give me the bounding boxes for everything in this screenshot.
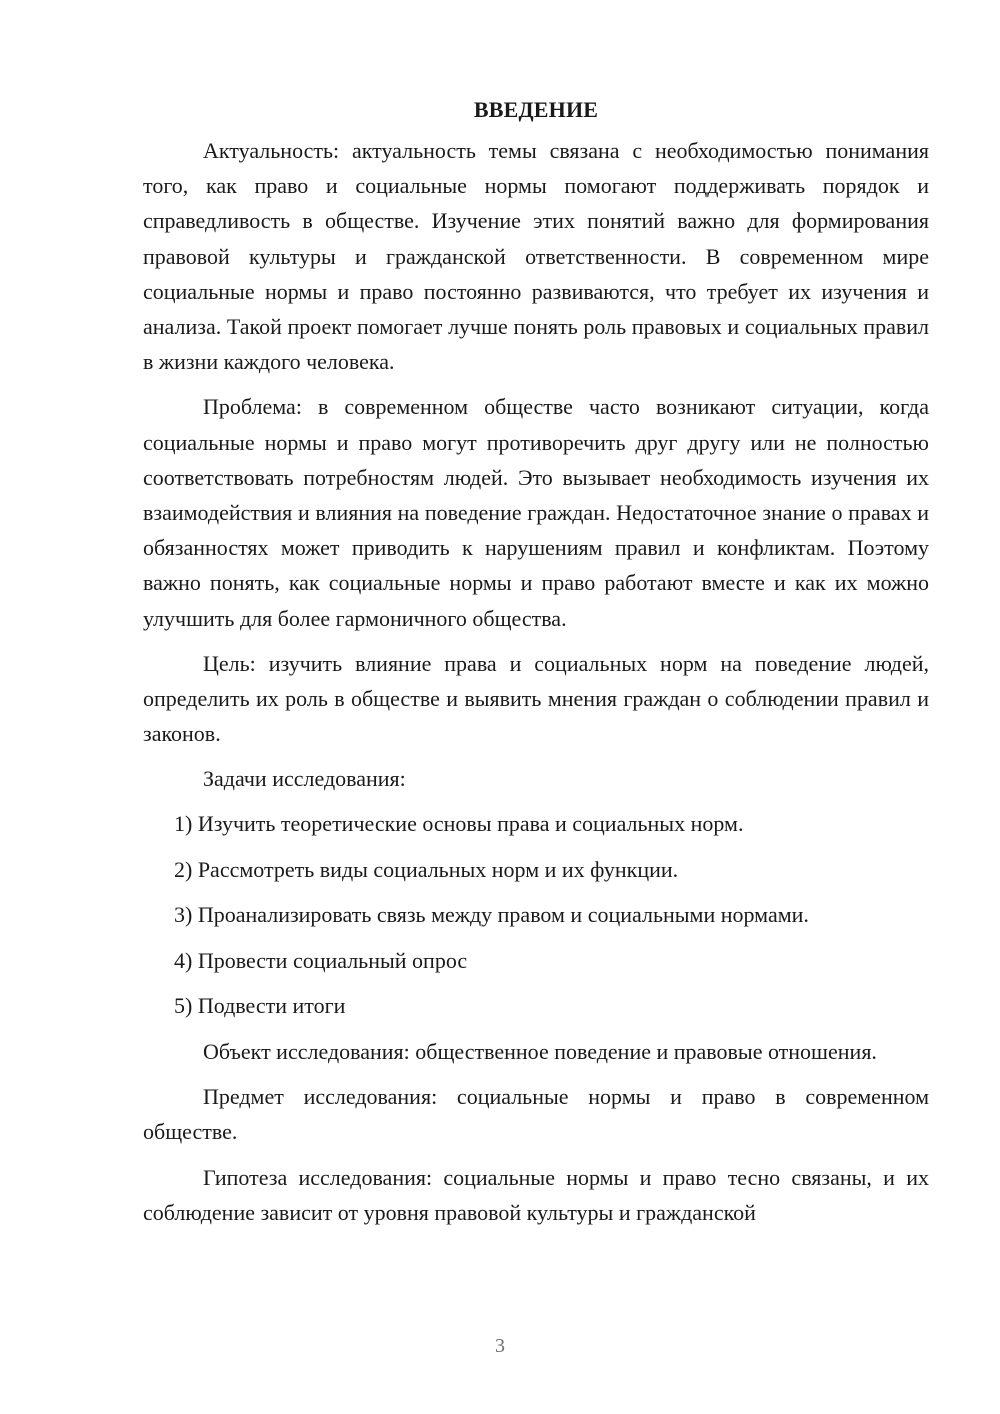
problem-paragraph: Проблема: в современном обществе часто возникают ситуации, когда социальные нормы и право могут противоречить друг другу или не полностью соответствовать потребностям людей. Это вызывает необходимость изучения их взаимодействия и влияния на поведение граждан. Недостаточное знание о правах и обязанностях может приводить к нарушениям правил и конфликтам. Поэтому важно понять, как социальные нормы и право работают вместе и как их можно улучшить для более гармоничного общества.: [143, 394, 929, 631]
tasks-list: [143, 806, 929, 1023]
page-number: 3: [495, 1335, 505, 1357]
task-item: 5) Подвести итоги: [174, 993, 346, 1019]
task-item: 2) Рассмотреть виды социальных норм и их функции.: [174, 856, 679, 882]
tasks-heading: Задачи исследования:: [203, 766, 406, 792]
task-item: 3) Проанализировать связь между правом и социальными нормами.: [174, 902, 809, 928]
object-paragraph: Объект исследования: общественное поведение и правовые отношения.: [203, 1038, 877, 1064]
relevance-paragraph: Актуальность: актуальность темы связана с необходимостью понимания того, как право и социальные нормы помогают поддерживать порядок и справедливость в обществе. Изучение этих понятий важно для формирования правовой культуры и гражданской ответственности. В современном мире социальные нормы и право постоянно развиваются, что требует их изучения и анализа. Такой проект помогает лучше понять роль правовых и социальных правил в жизни каждого человека.: [143, 138, 929, 375]
task-item: 1) Изучить теоретические основы права и социальных норм.: [174, 811, 744, 837]
page-content: [143, 92, 929, 1240]
goal-paragraph: Цель: изучить влияние права и социальных норм на поведение людей, определить их роль в обществе и выявить мнения граждан о соблюдении правил и законов.: [143, 650, 929, 747]
hypothesis-paragraph: Гипотеза исследования: социальные нормы и право тесно связаны, и их соблюдение зависит от уровня правовой культуры и гражданской: [143, 1164, 929, 1225]
task-item: 4) Провести социальный опрос: [174, 947, 468, 973]
subject-paragraph: Предмет исследования: социальные нормы и право в современном обществе.: [143, 1084, 929, 1145]
page-title: ВВЕДЕНИЕ: [473, 97, 599, 122]
